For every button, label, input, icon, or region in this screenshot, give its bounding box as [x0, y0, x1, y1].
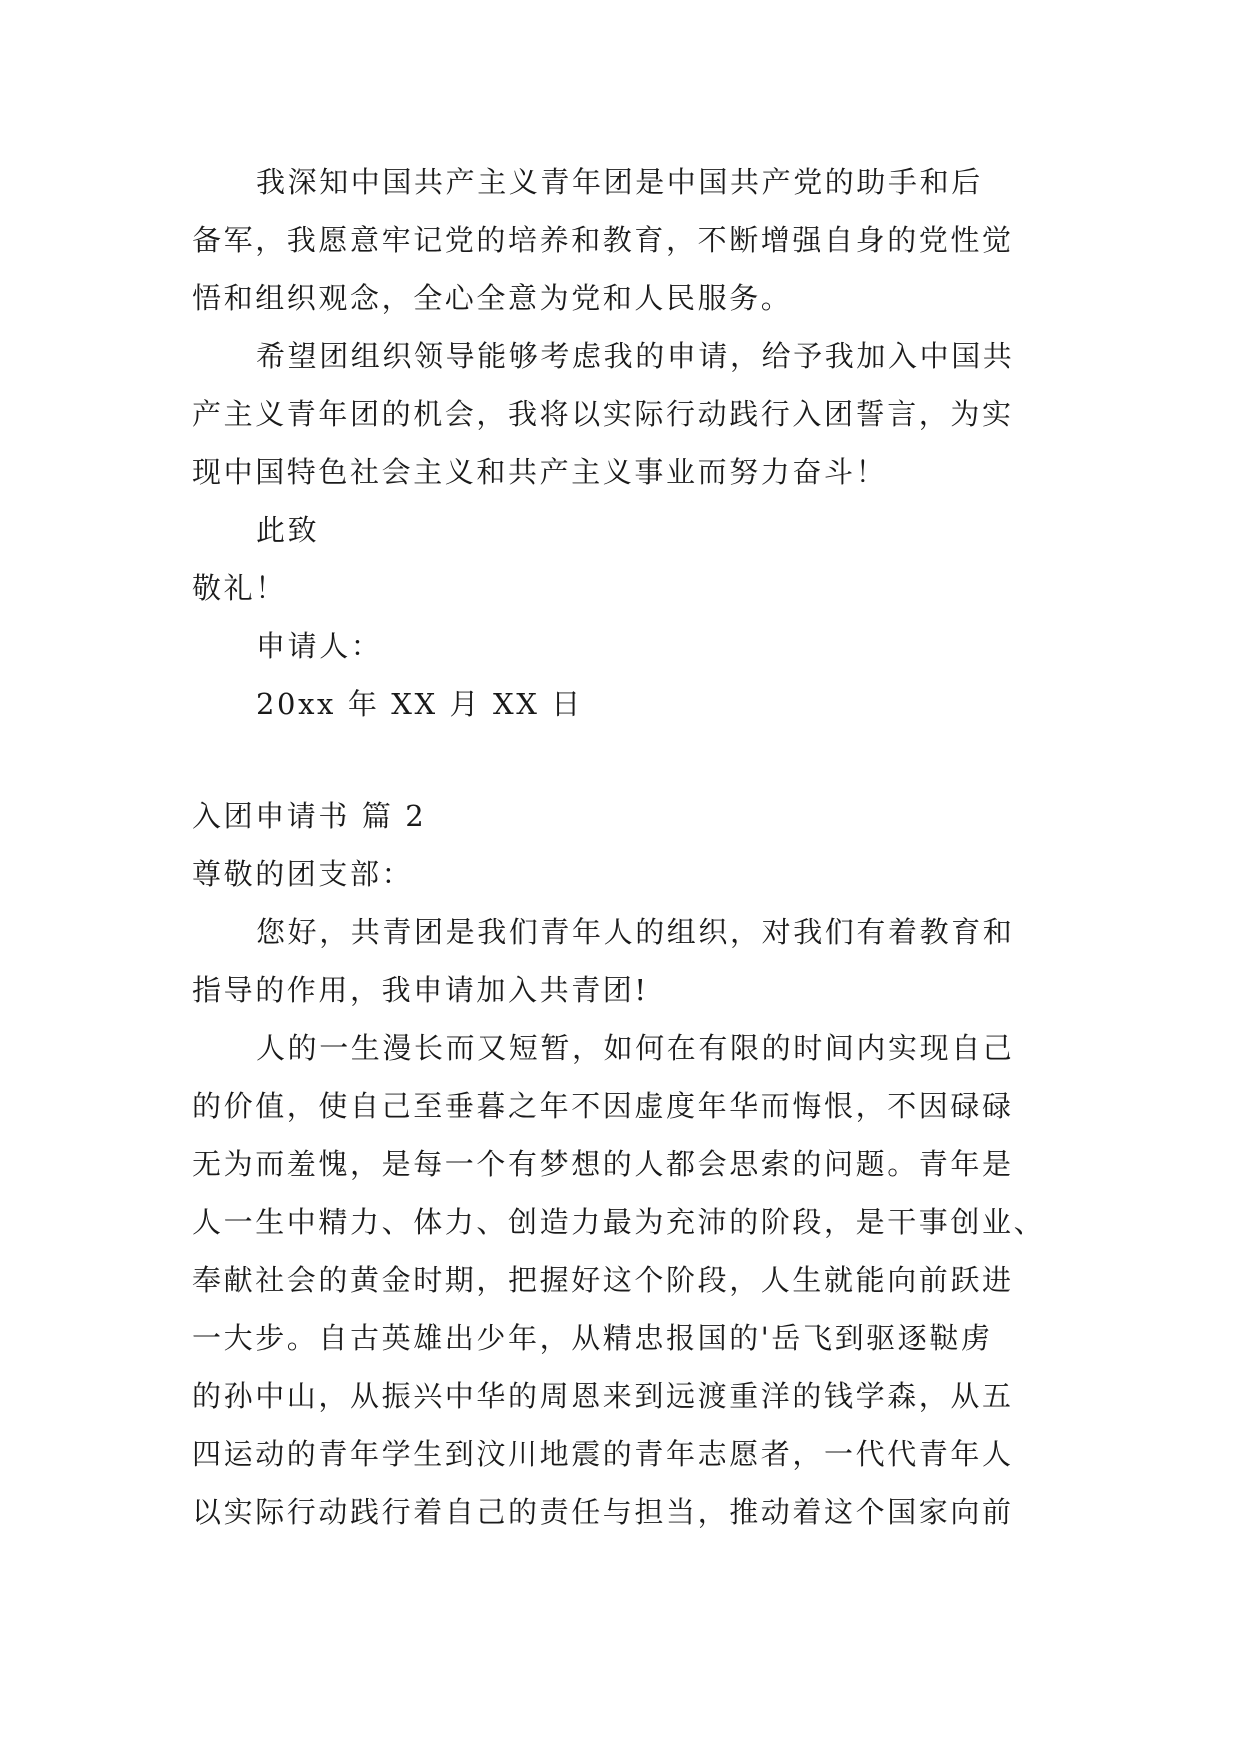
paragraph-line: 备军，我愿意牢记党的培养和教育，不断增强自身的党性觉: [192, 223, 1014, 257]
paragraph-line: 以实际行动践行着自己的责任与担当，推动着这个国家向前: [192, 1495, 1014, 1529]
paragraph-line: 悟和组织观念，全心全意为党和人民服务。: [192, 281, 793, 315]
paragraph-line: 产主义青年团的机会，我将以实际行动践行入团誓言，为实: [192, 397, 1014, 431]
paragraph-line: 现中国特色社会主义和共产主义事业而努力奋斗！: [192, 455, 888, 489]
paragraph-line: 希望团组织领导能够考虑我的申请，给予我加入中国共: [256, 339, 1015, 373]
date-line: 20xx 年 XX 月 XX 日: [256, 687, 583, 721]
paragraph-line: 指导的作用，我申请加入共青团!: [192, 973, 649, 1007]
paragraph-line: 的价值，使自己至垂暮之年不因虚度年华而悔恨，不因碌碌: [192, 1089, 1014, 1123]
paragraph-line: 您好，共青团是我们青年人的组织，对我们有着教育和: [256, 915, 1015, 949]
paragraph-line: 一大步。自古英雄出少年，从精忠报国的'岳飞到驱逐鞑虏: [192, 1321, 993, 1355]
closing-line: 敬礼！: [192, 571, 287, 605]
paragraph-line: 无为而羞愧，是每一个有梦想的人都会思索的问题。青年是: [192, 1147, 1014, 1181]
section-title: 入团申请书 篇 2: [192, 799, 427, 833]
paragraph-line: 奉献社会的黄金时期，把握好这个阶段，人生就能向前跃进: [192, 1263, 1014, 1297]
salutation: 尊敬的团支部：: [192, 857, 414, 891]
paragraph-line: 人的一生漫长而又短暂，如何在有限的时间内实现自己: [256, 1031, 1015, 1065]
paragraph-line: 的孙中山，从振兴中华的周恩来到远渡重洋的钱学森，从五: [192, 1379, 1014, 1413]
applicant-line: 申请人：: [256, 629, 383, 663]
paragraph-line: 人一生中精力、体力、创造力最为充沛的阶段，是干事创业、: [192, 1205, 1046, 1239]
closing-line: 此致: [256, 513, 320, 547]
paragraph-line: 四运动的青年学生到汶川地震的青年志愿者，一代代青年人: [192, 1437, 1014, 1471]
paragraph-line: 我深知中国共产主义青年团是中国共产党的助手和后: [256, 165, 983, 199]
